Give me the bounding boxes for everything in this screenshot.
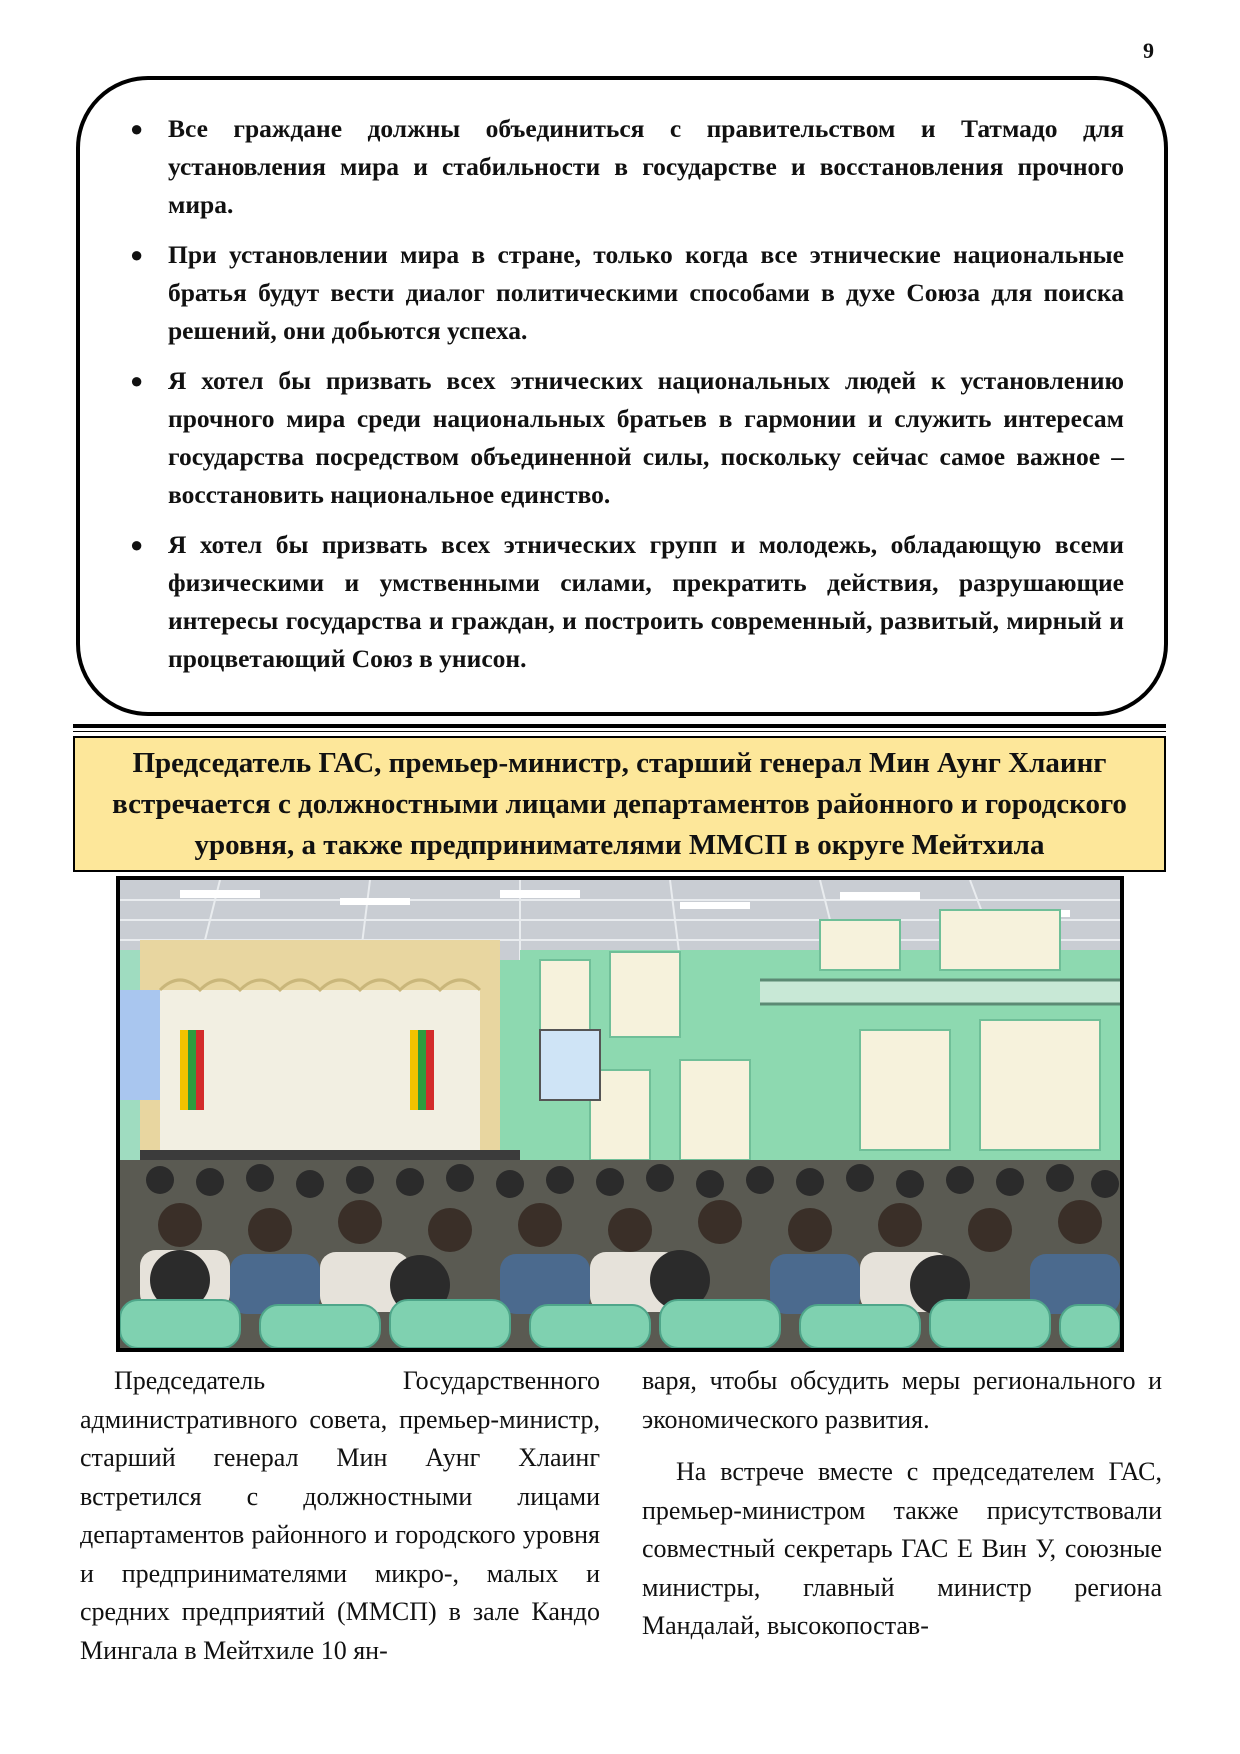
headline-box: [73, 736, 1166, 872]
quote-box: [76, 76, 1168, 716]
headline: Председатель ГАС, премьер-министр, старший генерал Мин Аунг Хлаинг встречается с должностными лицами департаментов районного и городского уровня, а также предпринимателями ММСП в округе Мейтхила: [112, 746, 1127, 861]
quote-text: Я хотел бы призвать всех этнических национальных людей к установлению прочного мира среди национальных братьев в гармонии и служить интересам государства посредством объединенной силы, поскольку сейчас самое важное – восстановить национальное единство.: [168, 366, 1124, 509]
bullet-icon: ●: [130, 532, 144, 557]
quote-item: [110, 526, 1124, 678]
bullet-icon: ●: [130, 242, 144, 267]
article-column-right: [642, 1362, 1162, 1646]
quote-text: При установлении мира в стране, только когда все этнические национальные братья будут вести диалог политическими способами в духе Союза для поиска решений, они добьются успеха.: [168, 240, 1124, 345]
quote-item: [110, 236, 1124, 350]
meeting-hall-illustration: [120, 880, 1120, 1348]
article-paragraph: На встрече вместе с председателем ГАС, премьер-министром также присутствовали совместный секретарь ГАС Е Вин У, союзные министры, главный министр региона Мандалай, высокопостав-: [642, 1457, 1162, 1640]
meeting-photo: [116, 876, 1124, 1352]
article-paragraph: Председатель Государственного административного совета, премьер-министр, старший генерал Мин Аунг Хлаинг встретился с должностными лицами департаментов районного и городского уровня и предпринимателями микро-, малых и средних предприятий (ММСП) в зале Кандо Мингала в Мейтхиле 10 ян-: [80, 1366, 600, 1665]
bullet-icon: ●: [130, 368, 144, 393]
quote-text: Я хотел бы призвать всех этнических групп и молодежь, обладающую всеми физическими и умственными силами, прекратить действия, разрушающие интересы государства и граждан, и построить современный, развитый, мирный и процветающий Союз в унисон.: [168, 530, 1124, 673]
separator-rule: [73, 724, 1166, 728]
article-column-left: [80, 1362, 600, 1670]
quote-list: [110, 110, 1124, 678]
quote-item: [110, 362, 1124, 514]
quote-text: Все граждане должны объединиться с правительством и Татмадо для установления мира и стабильности в государстве и восстановления прочного мира.: [168, 114, 1124, 219]
bullet-icon: ●: [130, 116, 144, 141]
article-paragraph-continuation: варя, чтобы обсудить меры регионального и экономического развития.: [642, 1366, 1162, 1434]
quote-item: [110, 110, 1124, 224]
separator-rule-thin: [73, 731, 1166, 732]
page-number: 9: [1143, 38, 1154, 63]
